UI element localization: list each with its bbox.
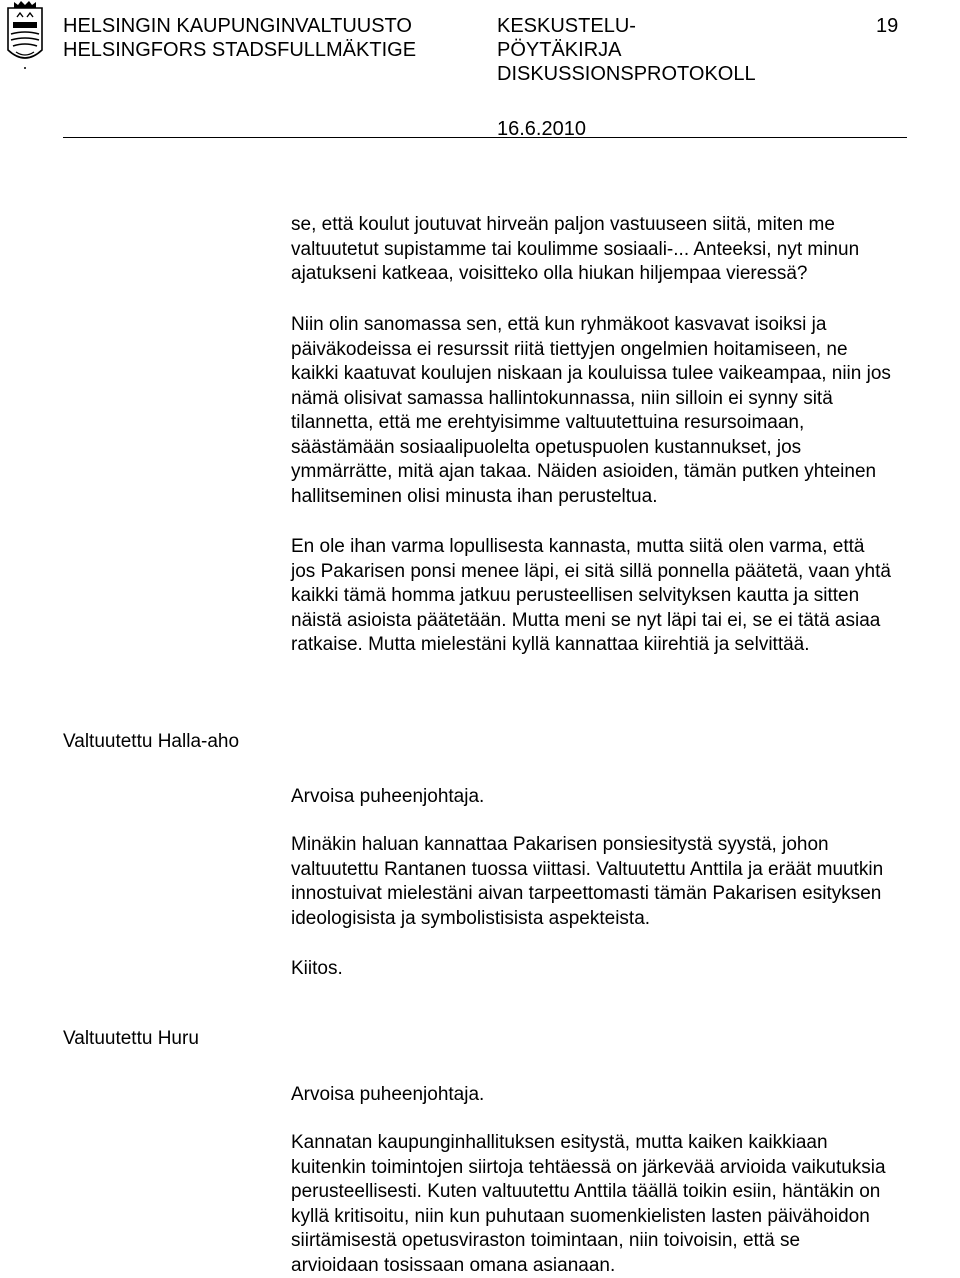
salutation: Arvoisa puheenjohtaja. (291, 1084, 485, 1105)
org-name-sv: HELSINGFORS STADSFULLMÄKTIGE (63, 39, 417, 61)
paragraph: se, että koulut joutuvat hirveän paljon vastuuseen siitä, miten me valtuutetut supistamme tai koulimme sosiaali-... Anteeksi, nyt minun ajatukseni katkeaa, voisitteko olla hiukan hiljempaa vieressä? (291, 214, 860, 284)
paragraph: Niin olin sanomassa sen, että kun ryhmäkoot kasvavat isoiksi ja päiväkodeissa ei resurssit riitä tiettyjen ongelmien hoitamiseen, ne kaikki kaatuvat koulujen niskaan ja kouluissa tulee vaikeampaa, niin jos nämä olisivat samassa hallintokunnassa, niin silloin ei synny sitä tilannetta, että me erehtyisimme valtuutettuina resursoimaan, säästämään sosiaalipuolelta opetuspuolen kustannukset, jos ymmärrätte, mitä ajan takaa. Näiden asioiden, tämän putken yhteinen hallitseminen olisi minusta ihan perusteltua. (291, 314, 891, 507)
doc-type-fi: KESKUSTELU- (497, 15, 636, 37)
doc-type-fi-2: PÖYTÄKIRJA (497, 39, 622, 61)
header-document-type (497, 14, 756, 86)
document-date: 16.6.2010 (497, 118, 586, 140)
paragraph: En ole ihan varma lopullisesta kannasta, mutta siitä olen varma, että jos Pakarisen ponsi menee läpi, ei sitä sillä ponnella päätetä, vaan yhtä kaikki tämä homma jatkuu perusteellisen selvityksen kautta ja sitten näistä asioista päätetään. Mutta meni se nyt läpi tai ei, se ei tätä asiaa ratkaise. Mutta mielestäni kyllä kannattaa kiirehtiä ja selvittää. (291, 536, 891, 655)
org-name-fi: HELSINGIN KAUPUNGINVALTUUSTO (63, 15, 412, 37)
header-divider (63, 137, 907, 138)
helsinki-crest-icon (4, 0, 46, 70)
header-organization (63, 14, 416, 62)
speaker-name: Valtuutettu Huru (63, 1028, 199, 1049)
paragraph: Kannatan kaupunginhallituksen esitystä, mutta kaiken kaikkiaan kuitenkin toimintojen siirtoja tehtäessä on järkevää arvioida vaikutuksia perusteellisesti. Kuten valtuutettu Anttila täällä toikin esiin, häntäkin on kyllä kritisoitu, niin kun puhutaan suomenkielisten lasten päivähoidon siirtämisestä opetusviraston toimintaan, niin toivoisin, että se arvioidaan tosissaan omana asianaan. (291, 1132, 886, 1276)
page-number: 19 (876, 15, 899, 37)
closing: Kiitos. (291, 958, 343, 979)
salutation: Arvoisa puheenjohtaja. (291, 786, 485, 807)
paragraph: Minäkin haluan kannattaa Pakarisen ponsiesitystä syystä, johon valtuutettu Rantanen tuossa viittasi. Valtuutettu Anttila ja eräät muutkin innostuivat mielestäni aivan tarpeettomasti tämän Pakarisen esityksen ideologisista ja symbolistisista aspekteista. (291, 834, 884, 929)
doc-type-sv: DISKUSSIONSPROTOKOLL (497, 63, 756, 85)
speaker-name: Valtuutettu Halla-aho (63, 731, 240, 752)
